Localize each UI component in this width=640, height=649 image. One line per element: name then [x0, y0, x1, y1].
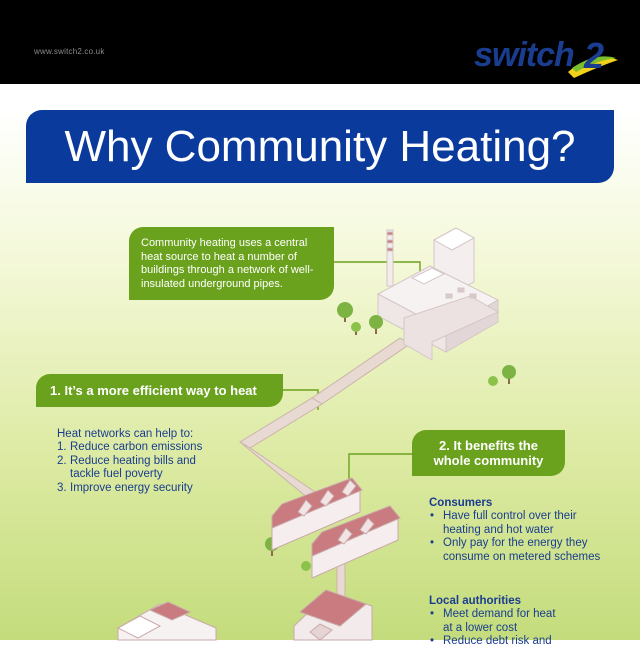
list-item: 1. Reduce carbon emissions [57, 441, 203, 453]
heat-networks-intro: Heat networks can help to: [57, 428, 194, 440]
list-item: 3. Improve energy security [57, 481, 193, 494]
intro-callout: Community heating uses a central heat source to heat a number of buildings through a network of well-insulated underground pipes. [129, 227, 334, 300]
heat-networks-list [57, 441, 202, 495]
list-item: • Reduce debt risk and [430, 635, 552, 647]
consumers-list [429, 510, 629, 564]
intro-connector-line [334, 262, 420, 276]
list-item: • Only pay for the energy they consume on metered schemes [430, 537, 601, 563]
consumers-heading: Consumers [429, 497, 493, 509]
logo-mark: 2 [584, 35, 605, 76]
local-authorities-heading: Local authorities [429, 595, 522, 607]
section2-heading: 2. It benefits the whole community [412, 430, 565, 476]
list-item: • Meet demand for heat at a lower cost [430, 608, 556, 634]
section1-heading: 1. It’s a more efficient way to heat [36, 374, 283, 407]
page-title: Why Community Heating? [64, 122, 576, 171]
local-authorities-list [429, 608, 629, 649]
house-icon [272, 478, 400, 578]
logo-text: switch [474, 36, 574, 74]
building-icon [118, 590, 372, 640]
section2-connector-line [349, 454, 412, 490]
list-item: 2. Reduce heating bills and tackle fuel poverty [57, 454, 196, 480]
site-url[interactable]: www.switch2.co.uk [34, 47, 105, 56]
list-item: • Have full control over their heating and hot water [430, 510, 577, 536]
